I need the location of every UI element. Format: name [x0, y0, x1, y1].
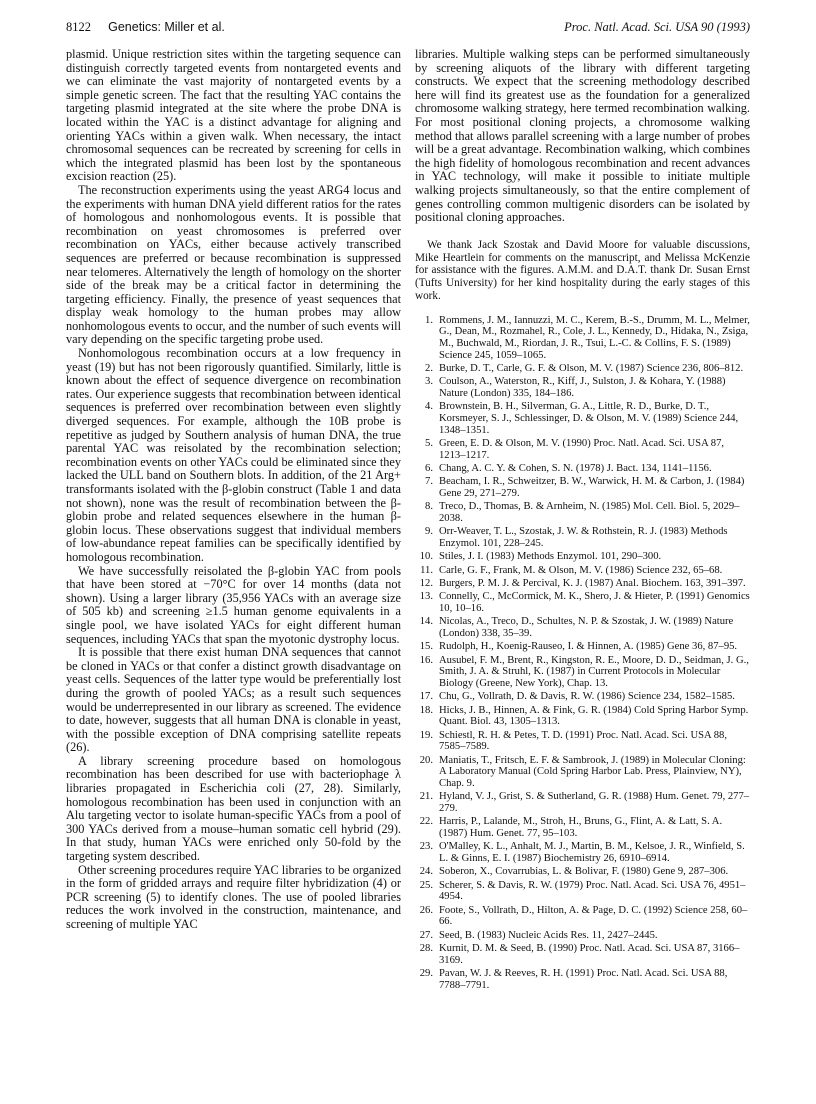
reference-text: Orr-Weaver, T. L., Szostak, J. W. & Rothstein, R. J. (1983) Methods Enzymol. 101, 228–245.: [439, 526, 728, 550]
section-title: Genetics: Miller et al.: [108, 20, 225, 34]
reference-item: [415, 905, 750, 928]
body-paragraph: We have successfully reisolated the β-globin YAC from pools that have been stored at −70°C for over 14 months (data not shown). Using a larger library (35,956 YACs with an average size of 505 kb) and screening ≥1.5 human genome equivalents in a single pool, we have isolated YACs for eight different human sequences, including YACs that span the myotonic dystrophy locus.: [66, 563, 401, 646]
journal-citation: Proc. Natl. Acad. Sci. USA 90 (1993): [564, 20, 750, 34]
reference-text: Chang, A. C. Y. & Cohen, S. N. (1978) J. Bact. 134, 1141–1156.: [439, 463, 712, 475]
reference-text: O'Malley, K. L., Anhalt, M. J., Martin, B. M., Kelsoe, J. R., Winfield, S. L. & Ginns, E. I. (1987) Biochemistry 26, 6910–6914.: [439, 841, 745, 864]
reference-item: [415, 705, 750, 728]
reference-item: [415, 943, 750, 966]
reference-number: 16.: [419, 654, 433, 666]
reference-number: 28.: [419, 942, 433, 954]
acknowledgments: We thank Jack Szostak and David Moore for valuable discussions, Mike Heartlein for comments on the manuscript, and Melissa McKenzie for assistance with the figures. A.M.M. and D.A.T. thank Dr. Susan Ernst (Tufts University) for her kind hospitality during the early stages of this work.: [415, 238, 750, 302]
reference-number: 4.: [425, 401, 433, 413]
left-column: [66, 48, 401, 932]
reference-number: 8.: [425, 501, 433, 513]
reference-text: Green, E. D. & Olson, M. V. (1990) Proc. Natl. Acad. Sci. USA 87, 1213–1217.: [439, 438, 725, 461]
reference-number: 23.: [419, 841, 433, 853]
reference-text: Beacham, I. R., Schweitzer, B. W., Warwick, H. M. & Carbon, J. (1984) Gene 29, 271–279.: [439, 476, 745, 500]
reference-text: Nicolas, A., Treco, D., Schultes, N. P. & Szostak, J. W. (1989) Nature (London) 338, 35–39.: [439, 616, 734, 639]
body-paragraph: Other screening procedures require YAC libraries to be organized in the form of gridded arrays and require filter hybridization (4) or PCR screening (5) to identify clones. The use of pooled libraries reduces the work involved in the construction, maintenance, and screening of multiple YAC: [66, 862, 401, 931]
reference-text: Burgers, P. M. J. & Percival, K. J. (1987) Anal. Biochem. 163, 391–397.: [439, 578, 746, 589]
reference-number: 14.: [419, 616, 433, 628]
reference-text: Rudolph, H., Koenig-Rauseo, I. & Hinnen, A. (1985) Gene 36, 87–95.: [439, 641, 738, 653]
reference-item: [415, 591, 750, 614]
body-paragraph: It is possible that there exist human DNA sequences that cannot be cloned in YACs or that confer a distinct growth disadvantage on yeast cells. Sequences of the latter type would be preferentially lost during the growth of pooled YACs; as a result such sequences would be underrepresented in our library as screened. The evidence to date, however, suggests that all human DNA is clonable in yeast, with the possible exception of DNA comprising satellite repeats (26).: [66, 645, 401, 755]
reference-item: [415, 968, 750, 991]
reference-number: 18.: [419, 704, 433, 716]
reference-text: Chu, G., Vollrath, D. & Davis, R. W. (1986) Science 234, 1582–1585.: [439, 691, 735, 703]
reference-item: [415, 315, 750, 362]
reference-text: Carle, G. F., Frank, M. & Olson, M. V. (1986) Science 232, 65–68.: [439, 564, 723, 576]
reference-number: 15.: [419, 641, 433, 653]
body-paragraph: A library screening procedure based on homologous recombination has been described for use with bacteriophage λ libraries propagated in Escherichia coli (27, 28). Similarly, homologous recombination has been used in conjunction with an Alu targeting vector to isolate human-specific YACs from a pool of 300 YACs derived from a mouse–human somatic cell hybrid (29). In that study, human YACs were enriched only 50-fold by the targeting system described.: [66, 753, 401, 864]
reference-item: [415, 526, 750, 549]
reference-item: [415, 841, 750, 864]
reference-item: [415, 565, 750, 577]
reference-item: [415, 930, 750, 942]
reference-item: [415, 655, 750, 690]
reference-number: 21.: [419, 791, 433, 803]
reference-text: Kurnit, D. M. & Seed, B. (1990) Proc. Natl. Acad. Sci. USA 87, 3166–3169.: [439, 942, 740, 966]
reference-number: 17.: [419, 691, 433, 703]
reference-item: [415, 816, 750, 839]
reference-text: Treco, D., Thomas, B. & Arnheim, N. (1985) Mol. Cell. Biol. 5, 2029–2038.: [439, 501, 740, 525]
reference-text: Stiles, J. I. (1983) Methods Enzymol. 101, 290–300.: [439, 551, 662, 563]
reference-number: 13.: [419, 591, 433, 603]
reference-item: [415, 501, 750, 524]
reference-text: Burke, D. T., Carle, G. F. & Olson, M. V. (1987) Science 236, 806–812.: [439, 363, 744, 375]
reference-text: Scherer, S. & Davis, R. W. (1979) Proc. Natl. Acad. Sci. USA 76, 4951–4954.: [439, 879, 746, 903]
reference-text: Seed, B. (1983) Nucleic Acids Res. 11, 2427–2445.: [439, 929, 658, 941]
reference-text: Soberon, X., Covarrubias, L. & Bolivar, F. (1980) Gene 9, 287–306.: [439, 866, 729, 878]
reference-number: 2.: [425, 363, 433, 375]
reference-item: [415, 866, 750, 878]
reference-item: [415, 791, 750, 814]
reference-list: [415, 315, 750, 992]
body-paragraph: plasmid. Unique restriction sites within the targeting sequence can distinguish correctly targeted events from nontargeted events and we can eliminate the vast majority of nontargeted events by a simple genetic screen. The fact that the resulting YAC contains the targeting plasmid integrated at the site where the probe DNA is located within the YAC is a distinct advantage for aligning and orienting YACs within a given walk. When necessary, the intact chromosomal sequences can be recreated by screening for cells in which the integrated plasmid has been lost by the spontaneous excision reaction (25).: [66, 47, 401, 184]
running-header-left: [66, 20, 225, 35]
reference-number: 1.: [425, 314, 433, 326]
reference-number: 26.: [419, 904, 433, 916]
reference-item: [415, 463, 750, 475]
reference-item: [415, 616, 750, 639]
page-number: 8122: [66, 20, 91, 34]
reference-item: [415, 363, 750, 375]
reference-text: Foote, S., Vollrath, D., Hilton, A. & Page, D. C. (1992) Science 258, 60–66.: [439, 904, 748, 928]
reference-text: Hicks, J. B., Hinnen, A. & Fink, G. R. (1984) Cold Spring Harbor Symp. Quant. Biol. 43, 1305–1313.: [439, 704, 749, 728]
reference-text: Harris, P., Lalande, M., Stroh, H., Bruns, G., Flint, A. & Latt, S. A. (1987) Hum. Genet. 77, 95–103.: [439, 816, 723, 839]
reference-number: 6.: [425, 463, 433, 475]
reference-number: 12.: [419, 578, 433, 589]
reference-number: 10.: [419, 551, 433, 563]
reference-item: [415, 438, 750, 461]
reference-item: [415, 376, 750, 399]
reference-number: 25.: [419, 879, 433, 891]
reference-number: 27.: [419, 929, 433, 941]
reference-number: 5.: [425, 438, 433, 450]
reference-number: 7.: [425, 476, 433, 488]
reference-item: [415, 691, 750, 703]
reference-text: Brownstein, B. H., Silverman, G. A., Little, R. D., Burke, D. T., Korsmeyer, S. J., Schlessinger, D. & Olson, M. V. (1989) Science 244, 1348–1351.: [439, 401, 739, 436]
reference-number: 29.: [419, 967, 433, 979]
reference-text: Maniatis, T., Fritsch, E. F. & Sambrook, J. (1989) in Molecular Cloning: A Laboratory Manual (Cold Spring Harbor Lab. Press, Plainview, NY), Chap. 9.: [439, 754, 746, 789]
reference-item: [415, 578, 750, 590]
reference-text: Rommens, J. M., Iannuzzi, M. C., Kerem, B.-S., Drumm, M. L., Melmer, G., Dean, M., Rozmahel, R., Cole, J. L., Kennedy, D., Hidaka, N., Zsiga, M., Buchwald, M., Riordan, J. R., Tsui, L.-C. & Collins, F. S. (1989) Science 245, 1059–1065.: [439, 314, 750, 361]
reference-number: 19.: [419, 729, 433, 741]
reference-number: 11.: [420, 564, 433, 576]
reference-text: Ausubel, F. M., Brent, R., Kingston, R. E., Moore, D. D., Seidman, J. G., Smith, J. A. & Struhl, K. (1987) in Current Protocols in Molecular Biology (Greene, New York), Chap. 13.: [439, 654, 749, 689]
reference-text: Hyland, V. J., Grist, S. & Sutherland, G. R. (1988) Hum. Genet. 79, 277–279.: [439, 791, 750, 814]
reference-item: [415, 880, 750, 903]
reference-item: [415, 641, 750, 653]
reference-item: [415, 401, 750, 436]
reference-item: [415, 730, 750, 753]
reference-number: 3.: [425, 376, 433, 388]
body-paragraph: Nonhomologous recombination occurs at a low frequency in yeast (19) but has not been rigorously quantified. Similarly, little is known about the effect of sequence divergence on recombination rates. Our experience suggests that recombination between identical sequences is preferred over recombination between even slightly diverged sequences. For example, although the 10B probe is repetitive as judged by Southern analysis of human DNA, the true parental YAC was reisolated by the recombination selection; recombination events on other YACs could be eliminated since they lacked the ULL band on Southern blots. In addition, of the 21 Arg+ transformants isolated with the β-globin construct (Table 1 and data not shown), none was the result of recombination between the β-globin probe and related sequences elsewhere in the human β-globin locus. These observations suggest that individual members of low-abundance repeat families can be specifically identified by homologous recombination.: [66, 346, 401, 564]
reference-text: Pavan, W. J. & Reeves, R. H. (1991) Proc. Natl. Acad. Sci. USA 88, 7788–7791.: [439, 967, 728, 991]
reference-text: Connelly, C., McCormick, M. K., Shero, J. & Hieter, P. (1991) Genomics 10, 10–16.: [439, 591, 750, 614]
reference-item: [415, 551, 750, 563]
reference-number: 9.: [425, 526, 433, 538]
reference-number: 22.: [419, 816, 433, 828]
reference-text: Schiestl, R. H. & Petes, T. D. (1991) Proc. Natl. Acad. Sci. USA 88, 7585–7589.: [439, 729, 727, 753]
body-paragraph: libraries. Multiple walking steps can be performed simultaneously by screening aliquots of the library with different targeting constructs. We expect that the screening methodology described here will find its greatest use as the foundation for a generalized chromosome walking strategy, here termed recombination walking. For most positional cloning projects, a chromosome walking method that allows parallel screening with a large number of probes will be a great advantage. Recombination walking, which combines the high fidelity of homologous recombination and recent advances in YAC technology, will make it possible to initiate multiple walking projects simultaneously, so that the entire complement of genes controlling common multigenic disorders can be isolated by positional cloning approaches.: [415, 47, 750, 225]
reference-text: Coulson, A., Waterston, R., Kiff, J., Sulston, J. & Kohara, Y. (1988) Nature (London) 335, 184–186.: [439, 376, 726, 400]
right-column: [415, 48, 750, 993]
reference-number: 24.: [419, 866, 433, 878]
reference-number: 20.: [419, 754, 433, 766]
body-paragraph: The reconstruction experiments using the yeast ARG4 locus and the experiments with human DNA yield different ratios for the rates of homologous and nonhomologous events. It is possible that recombination on yeast chromosomes is preferred over recombination on YACs, either because actively transcribed sequences are preferred or because recombination is suppressed near telomeres. Alternatively the length of homology on the shorter side of the break may be a critical factor in determining the targeting efficiency. Finally, the presence of yeast sequences that display weak homology to the human probes may allow nonhomologous events to occur, and the number of such events will vary depending on the specific targeting probe used.: [66, 182, 401, 347]
reference-item: [415, 476, 750, 499]
reference-item: [415, 755, 750, 790]
